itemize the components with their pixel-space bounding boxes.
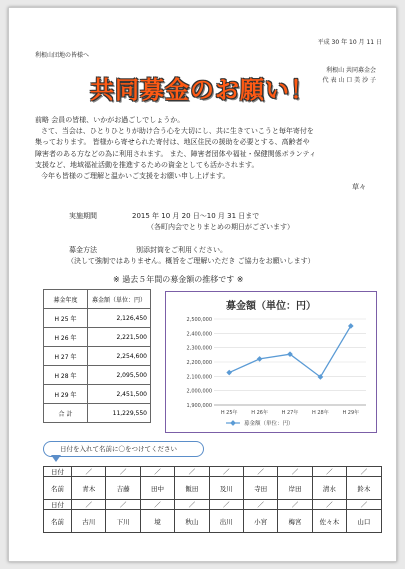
date-cell[interactable]: ／	[312, 467, 346, 477]
date-cell[interactable]: ／	[72, 467, 106, 477]
legend-marker	[230, 420, 236, 426]
y-tick-label: 2,200,000	[186, 360, 212, 366]
name-row	[44, 510, 382, 533]
col-year-header: 募金年度	[44, 290, 88, 309]
table-row	[44, 347, 151, 366]
method-note: （決して強制ではありません。概旨をご理解いただき ご協力をお願いします）	[67, 257, 315, 265]
name-label: 名前	[44, 477, 72, 500]
body-line-2: 集っております。 皆様から寄せられた寄付は、地区住民の援助を必要とする、高齢者や	[35, 138, 310, 146]
sender-representative: 代 表 山 口 美 沙 子	[322, 77, 376, 84]
name-cell[interactable]: 下川	[106, 510, 140, 533]
total-value: 11,229,550	[88, 404, 151, 423]
date-cell[interactable]: ／	[209, 467, 243, 477]
date-cell[interactable]: ／	[347, 467, 381, 477]
chart-legend	[226, 419, 294, 427]
y-tick-label: 2,300,000	[186, 345, 212, 352]
year-cell: H 27 年	[44, 347, 88, 366]
name-cell[interactable]: 及川	[209, 477, 243, 500]
body-line-4: 支援など、地域福祉活動を推進するための資金としても活かされます。	[35, 161, 259, 169]
opening-line: 前略 会員の皆様、いかがお過ごしでしょうか。	[35, 116, 185, 124]
date-cell[interactable]: ／	[106, 500, 140, 510]
name-cell[interactable]: 佐々木	[312, 510, 346, 533]
name-cell[interactable]: 境	[140, 510, 174, 533]
letter-date: 平成 30 年 10 月 11 日	[317, 39, 382, 46]
chart-title: 募金額（単位：円）	[226, 301, 316, 312]
table-row	[44, 328, 151, 347]
date-cell[interactable]: ／	[243, 467, 277, 477]
method-value: 別添封筒をご利用ください。	[136, 246, 227, 254]
name-cell[interactable]: 山口	[347, 510, 381, 533]
name-cell[interactable]: 鈴木	[347, 477, 381, 500]
body-line-5: 今年も皆様のご理解と温かいご支援をお願い申し上げます。	[41, 172, 230, 180]
date-cell[interactable]: ／	[278, 467, 312, 477]
name-row	[44, 477, 382, 500]
date-cell[interactable]: ／	[140, 500, 174, 510]
name-cell[interactable]: 清水	[312, 477, 346, 500]
period-value: 2015 年 10 月 20 日～10 月 31 日まで	[132, 212, 260, 220]
x-tick-label: H 28年	[312, 410, 329, 416]
chart-svg	[166, 292, 376, 432]
amount-cell: 2,221,500	[88, 328, 151, 347]
sender-org: 利根山 共同募金会	[326, 67, 376, 74]
signature-table	[43, 466, 382, 533]
table-header-row	[44, 290, 151, 309]
x-tick-label: H 29年	[342, 410, 360, 416]
donation-chart	[165, 291, 377, 433]
year-cell: H 25 年	[44, 309, 88, 328]
total-label: 合 計	[44, 404, 88, 423]
date-cell[interactable]: ／	[140, 467, 174, 477]
body-line-3: 障害者のある方などの為に利用されます。 また、障害者団体や福祉・保健関係ボランティ	[35, 150, 317, 158]
name-cell[interactable]: 岸田	[278, 477, 312, 500]
history-heading: ※ 過去５年間の募金額の推移です ※	[113, 275, 244, 284]
col-amount-header: 募金額（単位：円）	[88, 290, 151, 309]
y-tick-label: 2,500,000	[186, 317, 212, 323]
data-point	[226, 370, 232, 376]
method-label: 募金方法	[69, 246, 97, 254]
total-row	[44, 404, 151, 423]
name-cell[interactable]: 小宮	[243, 510, 277, 533]
date-label: 日付	[44, 500, 72, 510]
date-row	[44, 500, 382, 510]
date-label: 日付	[44, 467, 72, 477]
x-tick-label: H 26年	[251, 410, 268, 416]
name-cell[interactable]: 古川	[72, 510, 106, 533]
name-cell[interactable]: 梅宮	[278, 510, 312, 533]
callout-tail	[51, 455, 61, 462]
data-point	[348, 323, 354, 329]
amount-cell: 2,451,500	[88, 385, 151, 404]
date-cell[interactable]: ／	[175, 467, 209, 477]
document-page	[8, 7, 397, 562]
amount-cell: 2,095,500	[88, 366, 151, 385]
name-cell[interactable]: 寺田	[243, 477, 277, 500]
name-cell[interactable]: 青木	[72, 477, 106, 500]
date-cell[interactable]: ／	[278, 500, 312, 510]
year-cell: H 29 年	[44, 385, 88, 404]
y-tick-label: 1,900,000	[186, 403, 212, 409]
period-label: 実施期間	[69, 212, 97, 220]
name-label: 名前	[44, 510, 72, 533]
name-cell[interactable]: 田中	[140, 477, 174, 500]
letter-title: 共同募金のお願い！	[90, 76, 315, 104]
x-tick-label: H 27年	[281, 410, 299, 416]
date-cell[interactable]: ／	[312, 500, 346, 510]
date-row	[44, 467, 382, 477]
y-tick-label: 2,400,000	[186, 331, 212, 338]
name-cell[interactable]: 出川	[209, 510, 243, 533]
recipient: 利根山団地の皆様へ	[35, 52, 90, 59]
data-point	[257, 356, 263, 362]
table-row	[44, 366, 151, 385]
year-cell: H 28 年	[44, 366, 88, 385]
name-cell[interactable]: 秋山	[175, 510, 209, 533]
table-row	[44, 385, 151, 404]
name-cell[interactable]: 吉藤	[106, 477, 140, 500]
history-table	[43, 289, 151, 423]
year-cell: H 26 年	[44, 328, 88, 347]
amount-cell: 2,126,450	[88, 309, 151, 328]
date-cell[interactable]: ／	[347, 500, 381, 510]
date-cell[interactable]: ／	[106, 467, 140, 477]
instruction-callout: 日付を入れて名前に〇をつけてください	[43, 441, 204, 457]
name-cell[interactable]: 飯田	[175, 477, 209, 500]
y-tick-label: 2,000,000	[186, 388, 212, 395]
date-cell[interactable]: ／	[243, 500, 277, 510]
period-note: （各町内会でとりまとめの期日がございます）	[147, 223, 294, 231]
x-tick-label: H 25年	[220, 410, 238, 416]
body-line-1: さて、当会は、ひとりひとりが助け合う心を大切にし、共に生きていこうと毎年寄付を	[41, 127, 314, 135]
legend-label: 募金額（単位：円）	[244, 421, 294, 427]
date-cell[interactable]: ／	[175, 500, 209, 510]
table-row	[44, 309, 151, 328]
date-cell[interactable]: ／	[72, 500, 106, 510]
closing: 草々	[352, 183, 366, 191]
amount-cell: 2,254,600	[88, 347, 151, 366]
y-tick-label: 2,100,000	[186, 374, 212, 381]
date-cell[interactable]: ／	[209, 500, 243, 510]
